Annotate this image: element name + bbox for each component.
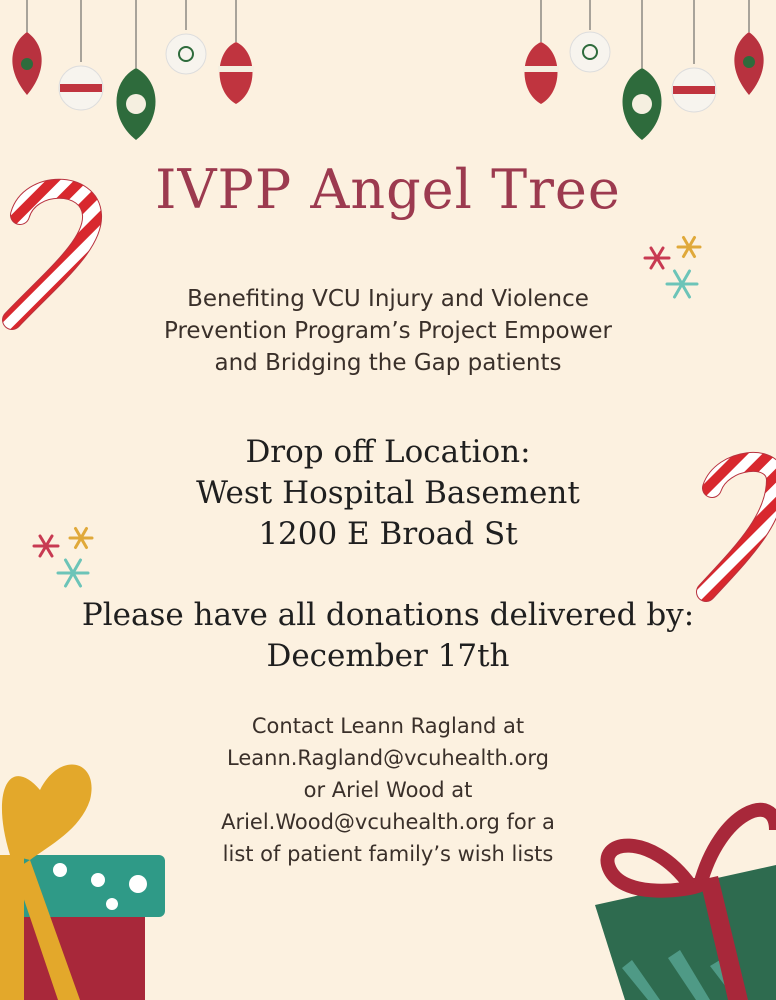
contact-line: or Ariel Wood at xyxy=(303,778,473,802)
ornament-icon xyxy=(59,0,103,110)
deadline-label: Please have all donations delivered by: xyxy=(81,597,695,633)
page-title: IVPP Angel Tree xyxy=(155,158,621,221)
contact-email-link[interactable]: Leann.Ragland@vcuhealth.org xyxy=(227,746,549,770)
ornament-icon xyxy=(12,0,41,95)
ornament-icon xyxy=(166,0,206,74)
drop-off-location xyxy=(0,432,776,555)
ornament-icon xyxy=(672,0,716,112)
deadline xyxy=(0,595,776,677)
deadline-date: December 17th xyxy=(266,638,510,674)
subtitle-line: Prevention Program’s Project Empower xyxy=(164,318,612,344)
subtitle xyxy=(0,283,776,379)
location-heading: Drop off Location: xyxy=(245,434,531,470)
ornament-icon xyxy=(570,0,610,72)
location-address: 1200 E Broad St xyxy=(258,516,518,552)
ornament-icon xyxy=(523,0,559,104)
subtitle-line: Benefiting VCU Injury and Violence xyxy=(187,286,589,312)
contact-line: list of patient family’s wish lists xyxy=(222,842,554,866)
ornament-icon xyxy=(218,0,254,104)
location-building: West Hospital Basement xyxy=(196,475,580,511)
ornament-icon xyxy=(734,0,763,95)
contact-info xyxy=(0,710,776,870)
contact-email-link[interactable]: Ariel.Wood@vcuhealth.org for a xyxy=(221,810,555,834)
subtitle-line: and Bridging the Gap patients xyxy=(214,350,562,376)
contact-line: Contact Leann Ragland at xyxy=(251,714,525,738)
ornament-icon xyxy=(117,0,156,140)
ornament-icon xyxy=(623,0,662,140)
